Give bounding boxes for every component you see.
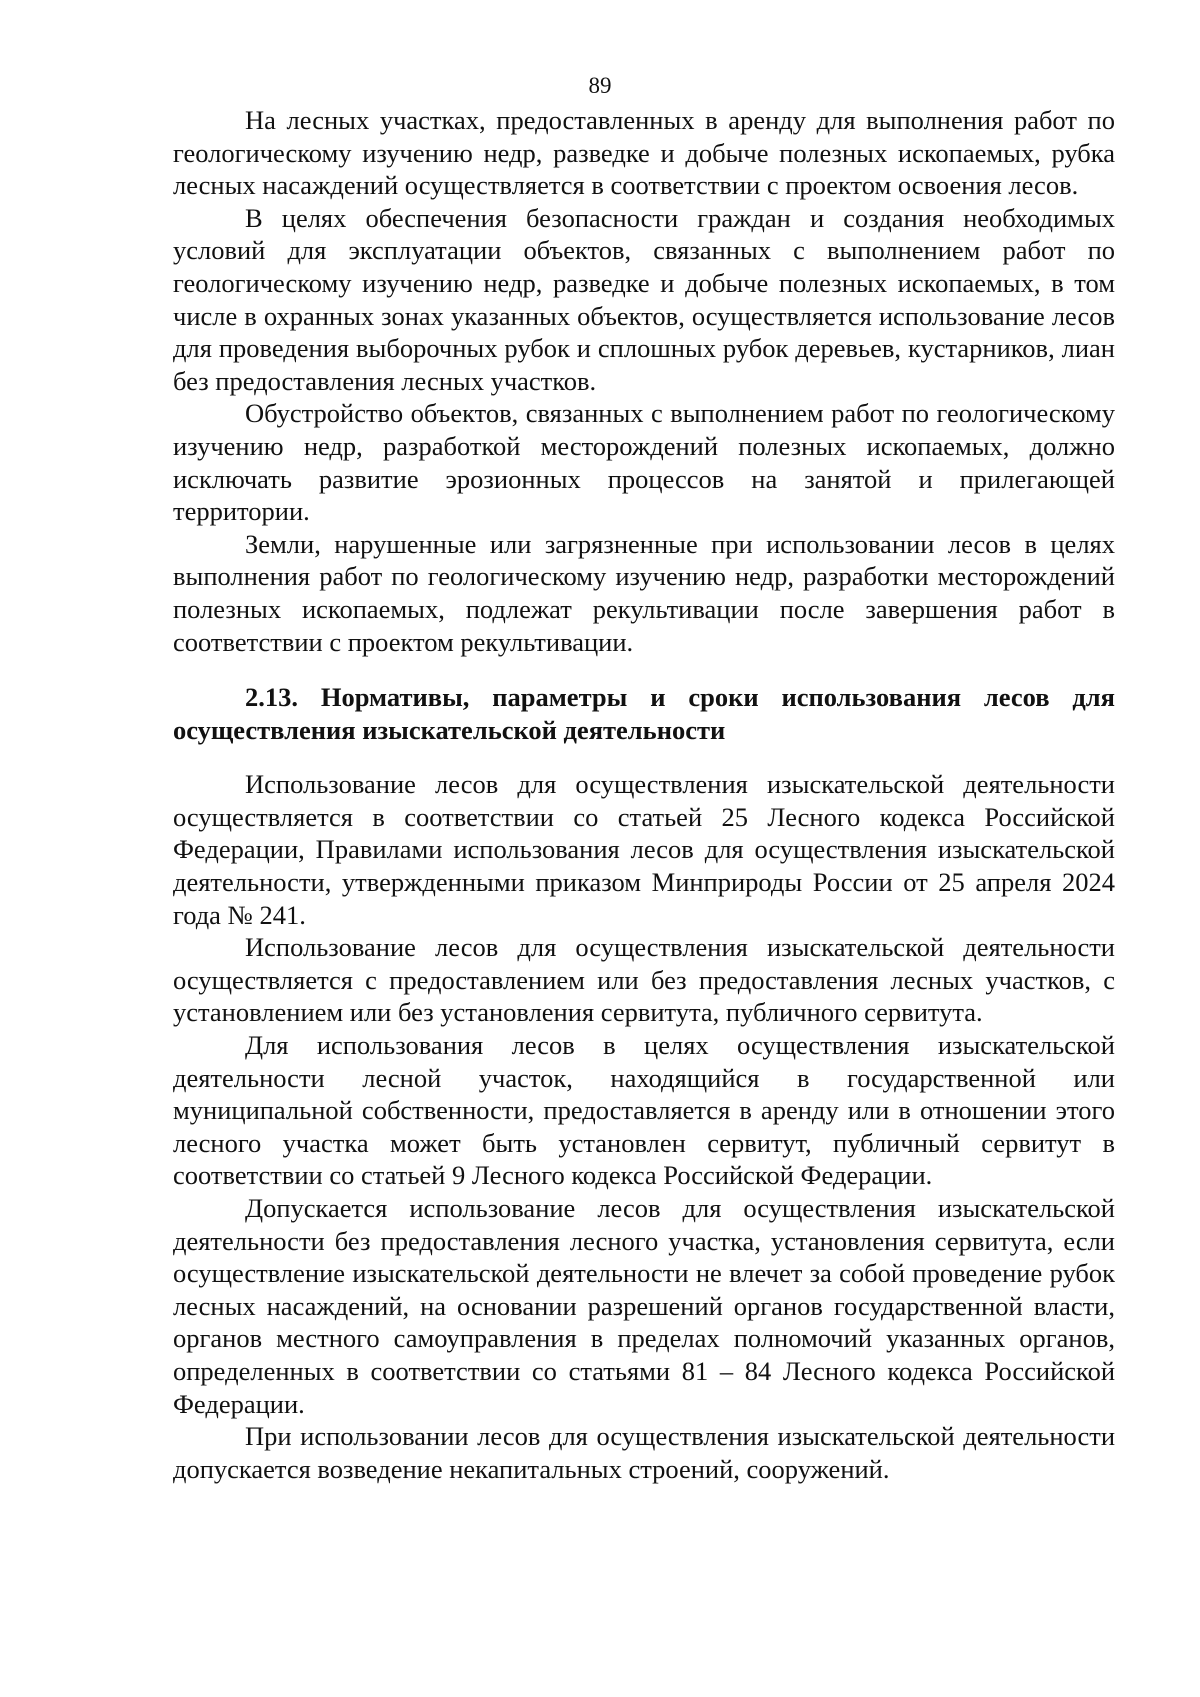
paragraph: На лесных участках, предоставленных в аренду для выполнения работ по геологическому изучению недр, разведке и добыче полезных ископаемых, рубка лесных насаждений осуществляется в соответствии с проектом освоения лесов.: [173, 105, 1115, 201]
paragraph: При использовании лесов для осуществления изыскательской деятельности допускается возведение некапитальных строений, сооружений.: [173, 1421, 1115, 1484]
paragraph: Использование лесов для осуществления изыскательской деятельности осуществляется в соответствии со статьей 25 Лесного кодекса Российской Федерации, Правилами использования лесов для осуществления изыскательской деятельности, утвержденными приказом Минприроды России от 25 апреля 2024 года № 241.: [173, 769, 1115, 930]
paragraph: Для использования лесов в целях осуществления изыскательской деятельности лесной участок, находящийся в государственной или муниципальной собственности, предоставляется в аренду или в отношении этого лесного участка может быть установлен сервитут, публичный сервитут в соответствии со статьей 9 Лесного кодекса Российской Федерации.: [173, 1030, 1115, 1191]
paragraph: Обустройство объектов, связанных с выполнением работ по геологическому изучению недр, разработкой месторождений полезных ископаемых, должно исключать развитие эрозионных процессов на занятой и прилегающей территории.: [173, 398, 1115, 527]
paragraph: В целях обеспечения безопасности граждан и создания необходимых условий для эксплуатации объектов, связанных с выполнением работ по геологическому изучению недр, разведке и добыче полезных ископаемых, в том числе в охранных зонах указанных объектов, осуществляется использование лесов для проведения выборочных рубок и сплошных рубок деревьев, кустарников, лиан без предоставления лесных участков.: [173, 202, 1115, 396]
paragraph: Использование лесов для осуществления изыскательской деятельности осуществляется с предоставлением или без предоставления лесных участков, с установлением или без установления сервитута, публичного сервитута.: [173, 932, 1115, 1028]
page-number: 89: [588, 73, 612, 98]
paragraph: Допускается использование лесов для осуществления изыскательской деятельности без предоставления лесного участка, установления сервитута, если осуществление изыскательской деятельности не влечет за собой проведение рубок лесных насаждений, на основании разрешений органов государственной власти, органов местного самоуправления в пределах полномочий указанных органов, определенных в соответствии со статьями 81 – 84 Лесного кодекса Российской Федерации.: [173, 1193, 1115, 1419]
paragraph: Земли, нарушенные или загрязненные при использовании лесов в целях выполнения работ по геологическому изучению недр, разработки месторождений полезных ископаемых, подлежат рекультивации после завершения работ в соответствии с проектом рекультивации.: [173, 528, 1115, 657]
section-heading: 2.13. Нормативы, параметры и сроки использования лесов для осуществления изыскательской деятельности: [173, 682, 1115, 745]
document-body: [173, 104, 1115, 1485]
